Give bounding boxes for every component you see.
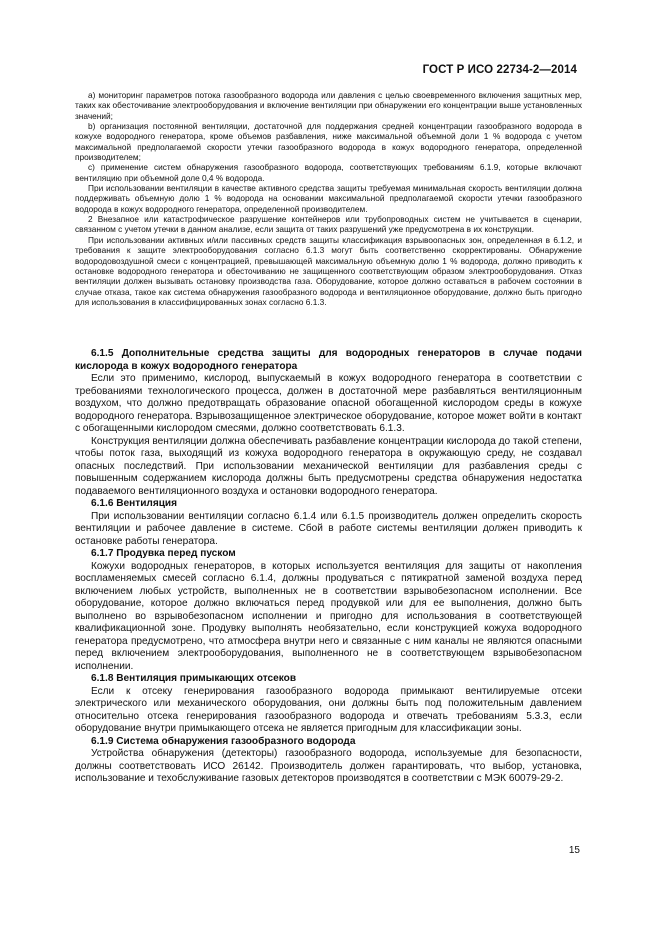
section-heading: 6.1.9 Система обнаружения газообразного водорода [91,735,356,747]
note-paragraph: а) мониторинг параметров потока газообразного водорода или давления с целью своевременного включения защитных мер, таких как обесточивание электрооборудования и включение вентиляции при обнаружении его концентрации выше установленных значений; [75,90,582,121]
notes-block [75,90,582,307]
body-paragraph: При использовании вентиляции согласно 6.1.4 или 6.1.5 производитель должен определить скорость вентиляции и рабочее давление в системе. Сбой в работе системы вентиляции должен приводить к остановке работы генератора. [75,510,582,547]
note-paragraph: c) применение систем обнаружения газообразного водорода, соответствующих требованиям 6.1.9, которые включают вентиляцию при объемной доле 0,4 % водорода. [75,162,582,183]
page-number: 15 [568,845,580,856]
note-paragraph: 2 Внезапное или катастрофическое разрушение контейнеров или трубопроводных систем не учитывается в сценарии, связанном с учетом утечки в данном анализе, если защита от таких разрушений уже предусмотрена в их конструкции. [75,214,582,235]
document-header: ГОСТ Р ИСО 22734-2—2014 [422,64,577,76]
section-heading: 6.1.5 Дополнительные средства защиты для водородных генераторов в случае подачи кислорода в кожух водородного генератора [75,348,582,372]
section-heading: 6.1.8 Вентиляция примыкающих отсеков [91,673,297,684]
body-paragraph: Если это применимо, кислород, выпускаемый в кожух водородного генератора в соответствии с требованиями технологического процесса, должен в достаточной мере разбавляться вентиляционным воздухом, что должно предотвращать образование опасной обогащенной кислородом среды в кожухе водородного генератора. Взрывозащищенное электрическое оборудование, которое может войти в контакт с обогащенными кислородом смесями, должно соответствовать 6.1.3. [75,373,582,434]
body-paragraph: Кожухи водородных генераторов, в которых используется вентиляция для защиты от накопления воспламеняемых смесей согласно 6.1.4, должны продуваться с пятикратной заменой воздуха перед включением любых устройств, выполненных не в соответствии взрывобезопасном исполнении. Все оборудование, которое должно включаться перед продувкой или для ее выполнения, должно быть выполнено во взрывобезопасном исполнении и пригодно для использования в соответствующей квалификационной зоне. Продувку выполнять необязательно, если конструкцией кожуха водородного генератора предусмотрено, что атмосфера внутри него и связанные с ним каналы не являются опасными перед включением электрооборудования, выполненного не в соответствующем взрывобезопасном исполнении. [75,560,582,672]
body-paragraph: Устройства обнаружения (детекторы) газообразного водорода, используемые для безопасности, должны соответствовать ИСО 26142. Производитель должен гарантировать, что выбор, установка, использование и техобслуживание газовых детекторов производятся в соответствии с МЭК 60079-29-2. [75,748,582,784]
body-paragraph: Если к отсеку генерирования газообразного водорода примыкают вентилируемые отсеки электрического или механического оборудования, они должны быть под положительным давлением относительно отсека генерирования газообразного водорода и отвечать требованиям 5.3.3, если оборудование внутри примыкающего отсека не является пригодным для классификации зоны. [75,685,582,734]
body-paragraph: Конструкция вентиляции должна обеспечивать разбавление концентрации кислорода до такой степени, чтобы поток газа, выходящий из кожуха водородного генератора в окружающую среду, не создавал опасных последствий. При использовании механической вентиляции для разбавления среды с повышенным содержанием кислорода должны быть предусмотрены средства обнаружения недостатка подаваемого вентиляционного воздуха и остановки водородного генератора. [75,435,582,497]
note-paragraph: При использовании вентиляции в качестве активного средства защиты требуемая минимальная скорость вентиляции должна поддерживать объемную долю 1 % водорода на основании максимальной предполагаемой скорости утечки газообразного водорода в кожух водородного генератора, определенной производителем. [75,183,582,214]
main-text [75,348,582,786]
note-paragraph: b) организация постоянной вентиляции, достаточной для поддержания средней концентрации газообразного водорода в кожухе водородного генератора, кроме объемов разбавления, ниже максимальной объемной доли 1 % водорода с учетом максимальной предполагаемой скорости утечки газообразного водорода в кожух водородного генератора, определенной производителем; [75,121,582,163]
note-paragraph: При использовании активных и/или пассивных средств защиты классификация взрывоопасных зон, определенная в 6.1.2, и требования к защите электрооборудования согласно 6.1.3 могут быть соответственно скорректированы. Обнаружение водородовоздушной смеси с концентрацией, превышающей максимальную объемную долю 1 % водорода, должно приводить к остановке водородного генератора и обесточиванию не защищенного соответствующим образом электрооборудования. Отказ вентиляции должен вызывать остановку производства газа. Оборудование, которое должно оставаться в рабочем состоянии в случае отказа, такое как система обнаружения газообразного водорода и вентиляционное оборудование, должно быть пригодно для использования в классифицированных зонах согласно 6.1.3. [75,234,582,307]
section-heading: 6.1.7 Продувка перед пуском [91,548,236,559]
section-heading: 6.1.6 Вентиляция [91,498,178,509]
